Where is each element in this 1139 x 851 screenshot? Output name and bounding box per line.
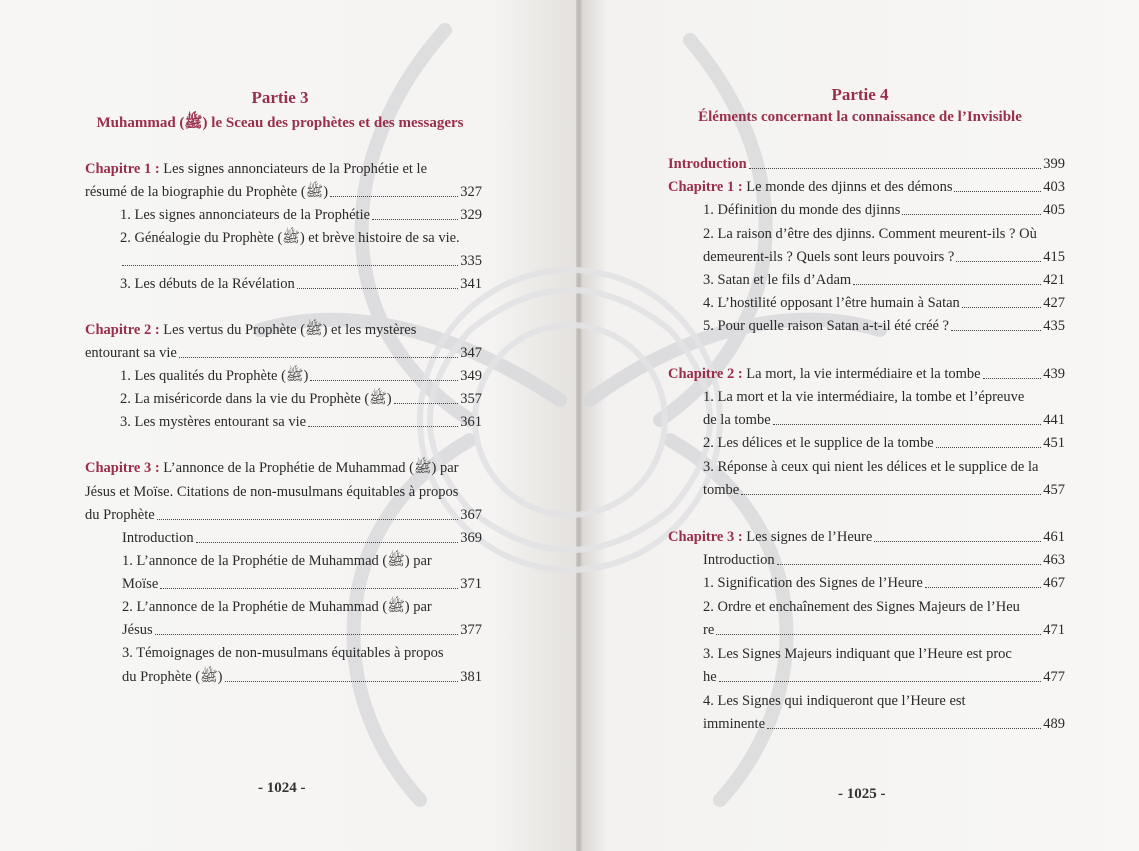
- toc-entry-text: [703, 270, 851, 290]
- toc-entry-text: [85, 343, 177, 363]
- toc-entry-text: [120, 412, 306, 432]
- toc-entry-text: [85, 505, 155, 525]
- left-part-title: Partie 3: [251, 88, 309, 107]
- toc-line: [703, 410, 1065, 430]
- dot-leader: [741, 494, 1041, 495]
- page-ref: 369: [460, 530, 482, 546]
- toc-entry-text: [703, 691, 966, 711]
- dot-leader: [330, 196, 458, 197]
- dot-leader: [874, 541, 1041, 542]
- dot-leader: [716, 634, 1041, 635]
- toc-entry-text: [122, 667, 223, 687]
- toc-entry-text: [703, 247, 954, 267]
- page-ref: 457: [1043, 482, 1065, 498]
- toc-entry-text: [85, 182, 328, 202]
- chapter-label: Chapitre 2 :: [85, 322, 160, 338]
- page-ref: 489: [1043, 716, 1065, 732]
- entry-title: de la tombe: [703, 412, 771, 428]
- entry-title: 2. Ordre et enchaînement des Signes Majeurs de l’Heu: [703, 599, 1020, 615]
- toc-entry-text: [120, 366, 308, 386]
- page-ref: 427: [1043, 295, 1065, 311]
- dot-leader: [925, 587, 1041, 588]
- toc-entry-text: [85, 159, 427, 179]
- toc-entry-text: [703, 387, 1024, 407]
- left-page-number: - 1024 -: [258, 780, 306, 796]
- toc-entry-text: [122, 574, 158, 594]
- dot-leader: [719, 681, 1042, 682]
- toc-line: [703, 691, 1065, 711]
- dot-leader: [297, 288, 458, 289]
- dot-leader: [155, 634, 459, 635]
- toc-line: [703, 667, 1065, 687]
- toc-line: [120, 389, 482, 409]
- toc-entry-text: [703, 293, 960, 313]
- toc-line: [668, 154, 1065, 174]
- toc-entry-text: [85, 320, 416, 340]
- toc-line: [703, 433, 1065, 453]
- dot-leader: [308, 426, 458, 427]
- entry-title: Moïse: [122, 576, 159, 592]
- toc-entry-text: [122, 528, 194, 548]
- entry-title: 3. Les mystères entourant sa vie: [120, 414, 307, 430]
- dot-leader: [773, 424, 1042, 425]
- toc-entry-text: [703, 714, 765, 734]
- dot-leader: [157, 519, 459, 520]
- entry-title: 1. Les signes annonciateurs de la Prophétie: [120, 207, 371, 223]
- toc-line: [85, 505, 482, 525]
- toc-line: [668, 527, 1065, 547]
- toc-line: [668, 177, 1065, 197]
- dot-leader: [767, 728, 1041, 729]
- book-gutter: [576, 0, 582, 851]
- page-ref: 357: [460, 391, 482, 407]
- entry-title: du Prophète: [85, 507, 155, 523]
- toc-line: [120, 412, 482, 432]
- toc-line: [703, 200, 1065, 220]
- dot-leader: [749, 168, 1042, 169]
- entry-title: 2. La raison d’être des djinns. Comment meurent-ils ? Où: [703, 226, 1037, 242]
- toc-line: [703, 480, 1065, 500]
- toc-line: [703, 247, 1065, 267]
- entry-title: 1. La mort et la vie intermédiaire, la tombe et l’épreuve: [703, 389, 1025, 405]
- toc-entry-text: [668, 154, 747, 174]
- toc-entry-text: [122, 551, 432, 571]
- toc-line: [120, 366, 482, 386]
- entry-title: demeurent-ils ? Quels sont leurs pouvoirs ?: [703, 249, 955, 265]
- chapter-label: Chapitre 3 :: [85, 460, 160, 476]
- toc-entry-text: [122, 597, 432, 617]
- page-ref: 335: [460, 253, 482, 269]
- dot-leader: [122, 265, 458, 266]
- dot-leader: [225, 681, 459, 682]
- toc-entry-text: [120, 274, 295, 294]
- toc-line: [703, 224, 1065, 244]
- toc-line: [85, 458, 482, 478]
- entry-title: La mort, la vie intermédiaire et la tombe: [746, 366, 981, 382]
- toc-line: [120, 205, 482, 225]
- dot-leader: [310, 380, 458, 381]
- page-ref: 329: [460, 207, 482, 223]
- toc-entry-text: [703, 597, 1020, 617]
- left-part-subtitle: Muhammad (ﷺ) le Sceau des prophètes et des messagers: [96, 115, 464, 131]
- chapter-label: Chapitre 3 :: [668, 529, 743, 545]
- toc-entry-text: [703, 480, 739, 500]
- chapter-label: Chapitre 2 :: [668, 366, 743, 382]
- page-ref: 405: [1043, 202, 1065, 218]
- toc-line: [703, 597, 1065, 617]
- toc-entry-text: [120, 389, 392, 409]
- entry-title: imminente: [703, 716, 766, 732]
- page-ref: 381: [460, 669, 482, 685]
- right-part-subtitle: Éléments concernant la connaissance de l’Invisible: [698, 109, 1022, 125]
- entry-title: du Prophète (ﷺ): [122, 669, 223, 685]
- page-ref: 347: [460, 345, 482, 361]
- toc-line: [122, 597, 482, 617]
- page-ref: 377: [460, 622, 482, 638]
- toc-line: [120, 251, 482, 271]
- page-ref: 471: [1043, 622, 1065, 638]
- right-page-number: - 1025 -: [838, 786, 886, 802]
- dot-leader: [902, 214, 1041, 215]
- toc-line: [703, 293, 1065, 313]
- page-ref: 371: [460, 576, 482, 592]
- page-ref: 451: [1043, 435, 1065, 451]
- page-ref: 327: [460, 184, 482, 200]
- entry-title: Le monde des djinns et des démons: [746, 179, 953, 195]
- page-ref: 361: [460, 414, 482, 430]
- entry-title: 3. Les Signes Majeurs indiquant que l’Heure est proc: [703, 646, 1012, 662]
- toc-entry-text: [703, 410, 771, 430]
- toc-line: [703, 644, 1065, 664]
- entry-title: 3. Satan et le fils d’Adam: [703, 272, 852, 288]
- toc-entry-text: [703, 316, 949, 336]
- page-ref: 467: [1043, 575, 1065, 591]
- page-ref: 403: [1043, 179, 1065, 195]
- entry-title: 2. Les délices et le supplice de la tombe: [703, 435, 934, 451]
- page-ref: 477: [1043, 669, 1065, 685]
- entry-title: Jésus: [122, 622, 153, 638]
- toc-entry-text: [703, 433, 934, 453]
- page-ref: 463: [1043, 552, 1065, 568]
- toc-entry-text: [703, 457, 1038, 477]
- toc-line: [122, 528, 482, 548]
- toc-line: [122, 667, 482, 687]
- toc-line: [85, 343, 482, 363]
- entry-title: 3. Les débuts de la Révélation: [120, 276, 295, 292]
- right-part-title: Partie 4: [831, 85, 889, 104]
- entry-title: 2. La miséricorde dans la vie du Prophète (ﷺ): [120, 391, 392, 407]
- toc-entry-text: [668, 364, 981, 384]
- toc-entry-text: [703, 620, 714, 640]
- dot-leader: [936, 447, 1042, 448]
- toc-entry-text: [668, 527, 872, 547]
- dot-leader: [954, 191, 1041, 192]
- toc-line: [120, 274, 482, 294]
- toc-entry-text: [703, 550, 775, 570]
- chapter-label: Introduction: [668, 156, 747, 172]
- entry-title: L’annonce de la Prophétie de Muhammad (ﷺ) par: [163, 460, 459, 476]
- toc-line: [668, 364, 1065, 384]
- toc-line: [120, 228, 482, 248]
- entry-title: 1. Signification des Signes de l’Heure: [703, 575, 923, 591]
- toc-line: [703, 457, 1065, 477]
- toc-line: [122, 643, 482, 663]
- toc-line: [703, 620, 1065, 640]
- toc-line: [703, 714, 1065, 734]
- toc-entry-text: [120, 228, 460, 248]
- toc-entry-text: [703, 573, 923, 593]
- page-ref: 399: [1043, 156, 1065, 172]
- toc-entry-text: [703, 224, 1037, 244]
- entry-title: Jésus et Moïse. Citations de non-musulmans équitables à propos: [85, 484, 459, 500]
- toc-line: [703, 270, 1065, 290]
- dot-leader: [179, 357, 458, 358]
- entry-title: 1. L’annonce de la Prophétie de Muhammad (ﷺ) par: [122, 553, 432, 569]
- page-ref: 415: [1043, 249, 1065, 265]
- dot-leader: [951, 330, 1041, 331]
- toc-line: [122, 574, 482, 594]
- dot-leader: [196, 542, 459, 543]
- dot-leader: [394, 403, 459, 404]
- dot-leader: [160, 588, 458, 589]
- toc-entry-text: [668, 177, 952, 197]
- toc-entry-text: [703, 644, 1012, 664]
- toc-line: [85, 159, 482, 179]
- entry-title: Les signes de l’Heure: [746, 529, 873, 545]
- page-ref: 349: [460, 368, 482, 384]
- dot-leader: [853, 284, 1041, 285]
- entry-title: 3. Réponse à ceux qui nient les délices et le supplice de la: [703, 459, 1039, 475]
- toc-line: [703, 550, 1065, 570]
- dot-leader: [962, 307, 1041, 308]
- entry-title: 1. Définition du monde des djinns: [703, 202, 901, 218]
- page-ref: 421: [1043, 272, 1065, 288]
- entry-title: résumé de la biographie du Prophète (ﷺ): [85, 184, 329, 200]
- entry-title: entourant sa vie: [85, 345, 177, 361]
- entry-title: 4. Les Signes qui indiqueront que l’Heure est: [703, 693, 966, 709]
- toc-entry-text: [85, 482, 458, 502]
- entry-title: 2. Généalogie du Prophète (ﷺ) et brève histoire de sa vie.: [120, 230, 460, 246]
- toc-line: [85, 320, 482, 340]
- page-ref: 435: [1043, 318, 1065, 334]
- dot-leader: [372, 219, 458, 220]
- toc-line: [85, 182, 482, 202]
- toc-entry-text: [703, 200, 900, 220]
- toc-entry-text: [122, 620, 153, 640]
- chapter-label: Chapitre 1 :: [85, 161, 160, 177]
- toc-entry-text: [120, 205, 370, 225]
- entry-title: Les vertus du Prophète (ﷺ) et les mystères: [163, 322, 417, 338]
- entry-title: 2. L’annonce de la Prophétie de Muhammad (ﷺ) par: [122, 599, 432, 615]
- entry-title: Introduction: [122, 530, 194, 546]
- toc-line: [703, 573, 1065, 593]
- page-ref: 441: [1043, 412, 1065, 428]
- entry-title: tombe: [703, 482, 740, 498]
- page-ref: 461: [1043, 529, 1065, 545]
- dot-leader: [777, 564, 1042, 565]
- page-ref: 341: [460, 276, 482, 292]
- toc-line: [703, 316, 1065, 336]
- toc-entry-text: [703, 667, 717, 687]
- toc-line: [85, 482, 482, 502]
- toc-entry-text: [85, 458, 459, 478]
- entry-title: Introduction: [703, 552, 775, 568]
- entry-title: 5. Pour quelle raison Satan a-t-il été créé ?: [703, 318, 949, 334]
- page-ref: 439: [1043, 366, 1065, 382]
- toc-line: [122, 620, 482, 640]
- toc-line: [122, 551, 482, 571]
- entry-title: he: [703, 669, 717, 685]
- entry-title: re: [703, 622, 715, 638]
- entry-title: 3. Témoignages de non-musulmans équitables à propos: [122, 645, 444, 661]
- entry-title: Les signes annonciateurs de la Prophétie et le: [163, 161, 428, 177]
- dot-leader: [956, 261, 1041, 262]
- toc-line: [703, 387, 1065, 407]
- chapter-label: Chapitre 1 :: [668, 179, 743, 195]
- toc-entry-text: [122, 643, 444, 663]
- page-ref: 367: [460, 507, 482, 523]
- entry-title: 4. L’hostilité opposant l’être humain à Satan: [703, 295, 960, 311]
- dot-leader: [983, 378, 1042, 379]
- entry-title: 1. Les qualités du Prophète (ﷺ): [120, 368, 309, 384]
